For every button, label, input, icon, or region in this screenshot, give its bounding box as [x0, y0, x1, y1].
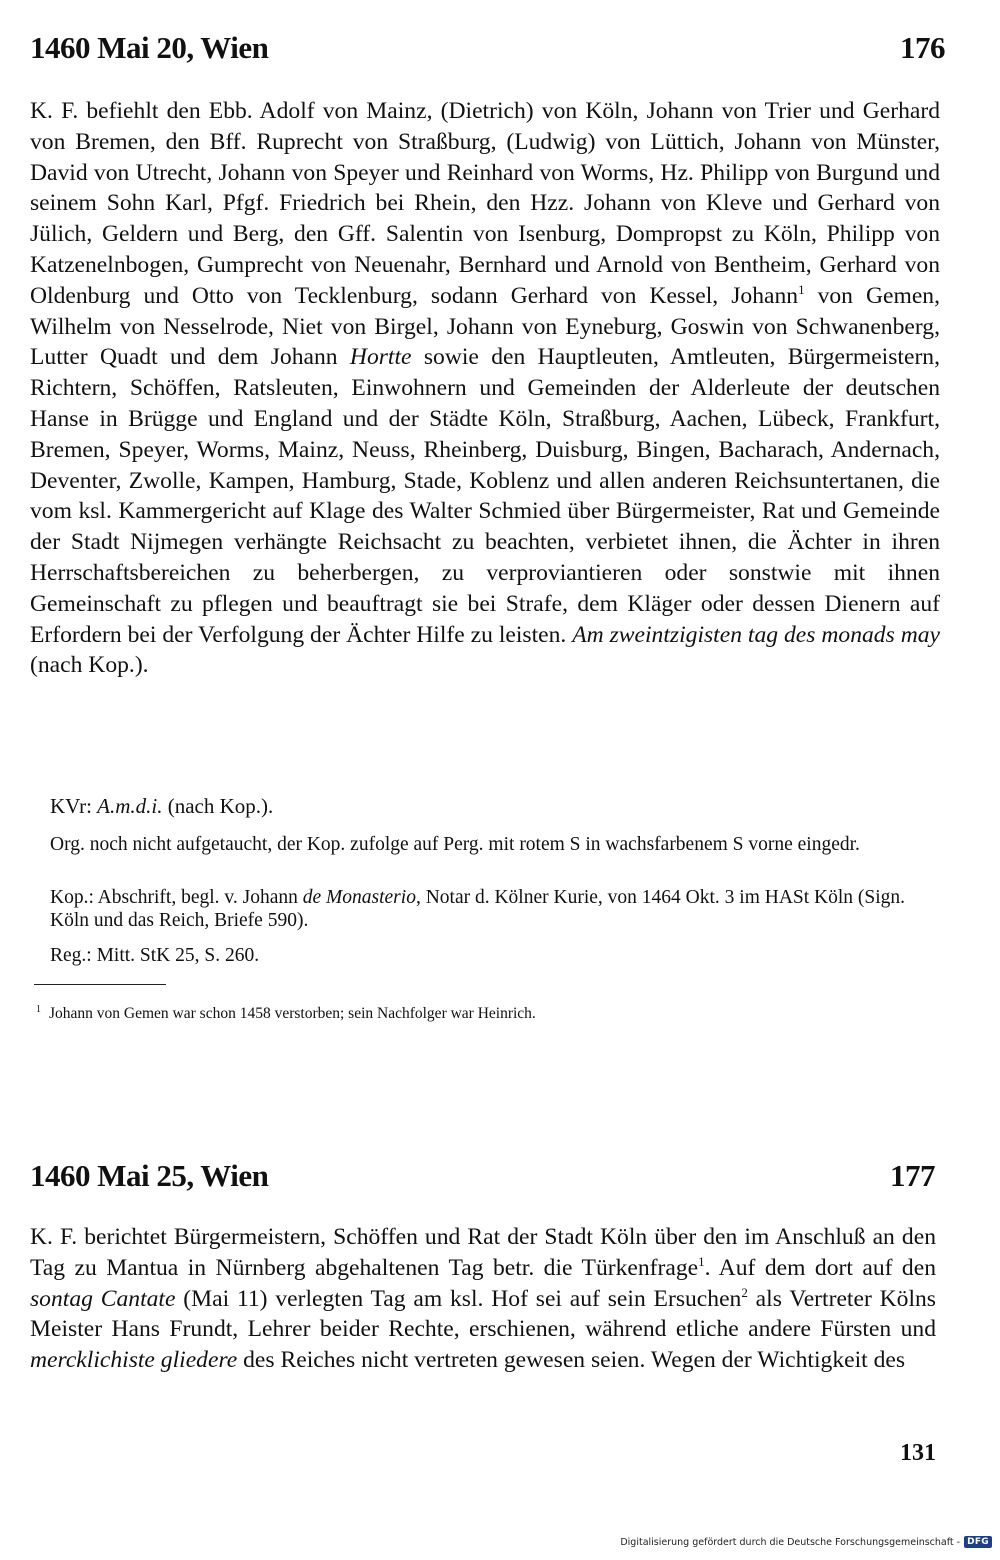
quoted-term: sontag Cantate [30, 1285, 176, 1312]
kvr-italic: A.m.d.i. [97, 794, 163, 818]
entry-heading-177 [30, 1158, 935, 1194]
kop-italic: de Monasterio [302, 887, 416, 908]
footnote-rule [34, 984, 166, 985]
quoted-term: Hortte [349, 344, 412, 371]
credit-text: Digitalisierung gefördert durch die Deutsche Forschungsgemeinschaft - [620, 1536, 961, 1548]
kvr-note [50, 795, 940, 818]
entry-date: 1460 Mai 25, Wien [30, 1158, 269, 1193]
body-text-part: (Mai 11) verlegten Tag am ksl. Hof sei auf sein Ersuchen [175, 1285, 742, 1312]
body-text-part: K. F. berichtet Bürgermeistern, Schöffen und Rat der Stadt Köln über den im Anschluß an den Tag zu Mantua in Nürnberg abgehaltenen Tag betr. die Türkenfrage [30, 1224, 936, 1281]
reg-text: Reg.: Mitt. StK 25, S. 260. [50, 945, 260, 966]
kvr-rest: (nach Kop.). [162, 794, 274, 818]
page-number: 131 [900, 1440, 936, 1466]
org-note-text: Org. noch nicht aufgetaucht, der Kop. zufolge auf Perg. mit rotem S in wachsfarbenem S vorne eingedr. [50, 834, 860, 855]
entry-body-176 [30, 96, 940, 681]
entry-date: 1460 Mai 20, Wien [30, 30, 269, 65]
quoted-date: Am zweintzigisten tag des monads may [572, 621, 941, 648]
footnote-mark: 1 [36, 1004, 41, 1015]
entry-number: 177 [890, 1158, 935, 1193]
entry-body-177 [30, 1222, 936, 1376]
kop-label: Kop.: Abschrift, begl. v. Johann [50, 887, 303, 908]
footnote [36, 1000, 936, 1024]
body-text-part: K. F. befiehlt den Ebb. Adolf von Mainz, (Dietrich) von Köln, Johann von Trier und Gerhard von Bremen, den Bff. Ruprecht von Straßburg, (Ludwig) von Lüttich, Johann von Münster, David von Utrecht, Johann von Speyer und Reinhard von Worms, Hz. Philipp von Burgund und seinem Sohn Karl, Pfgf. Friedrich bei Rhein, den Hzz. Johann von Kleve und Gerhard von Jülich, Geldern und Berg, den Gff. Salentin von Isenburg, Dompropst zu Köln, Philipp von Katzenelnbogen, Gumprecht von Neuenahr, Bernhard und Arnold von Bentheim, Gerhard von Oldenburg und Otto von Tecklenburg, sodann Gerhard von Kessel, Johann [30, 98, 940, 309]
kop-note [30, 886, 940, 932]
org-note [30, 833, 940, 856]
footnote-reference[interactable]: 1 [798, 281, 805, 297]
body-text-part: als Vertreter Kölns Meister Hans Frundt, Lehrer beider Rechte, erschienen, während etliche andere Fürsten und [30, 1285, 936, 1343]
quoted-term: mercklichiste gliedere [30, 1347, 238, 1374]
body-text-part: (nach Kop.). [30, 652, 149, 679]
kop-rest: , Notar d. Kölner Kurie, von 1464 Okt. 3 im HASt Köln (Sign. Köln und das Reich, Briefe 590). [50, 887, 906, 931]
body-text-part: von Gemen, Wilhelm von Nesselrode, Niet von Birgel, Johann von Eyneburg, Goswin von Schwanenberg, Lutter Quadt und dem Johann [30, 282, 940, 371]
kvr-label: KVr: [50, 794, 98, 818]
dfg-logo-icon: DFG [964, 1536, 992, 1548]
footnote-reference[interactable]: 1 [698, 1253, 705, 1269]
footnote-reference[interactable]: 2 [741, 1284, 748, 1300]
footnote-text: Johann von Gemen war schon 1458 verstorben; sein Nachfolger war Heinrich. [49, 1005, 536, 1023]
entry-heading-176 [30, 30, 945, 66]
reg-note [50, 944, 940, 967]
body-text-part: sowie den Hauptleuten, Amtleuten, Bürgermeistern, Richtern, Schöffen, Ratsleuten, Einwohnern und Gemeinden der Alderleute der deutschen Hanse in Brügge und England und der Städte Köln, Straßburg, Aachen, Lübeck, Frankfurt, Bremen, Speyer, Worms, Mainz, Neuss, Rheinberg, Duisburg, Bingen, Bacharach, Andernach, Deventer, Zwolle, Kampen, Hamburg, Stade, Koblenz und allen anderen Reichsuntertanen, die vom ksl. Kammergericht auf Klage des Walter Schmied über Bürgermeister, Rat und Gemeinde der Stadt Nijmegen verhängte Reichsacht zu beachten, verbietet ihnen, die Ächter in ihren Herrschaftsbereichen zu beherbergen, zu verproviantieren oder sonstwie mit ihnen Gemeinschaft zu pflegen und beauftragt sie bei Strafe, dem Kläger oder dessen Dienern auf Erfordern bei der Verfolgung der Ächter Hilfe zu leisten. [30, 344, 940, 648]
body-text-part: . Auf dem dort auf den [704, 1254, 936, 1281]
entry-number: 176 [900, 30, 945, 65]
body-text-part: des Reiches nicht vertreten gewesen seien. Wegen der Wichtigkeit des [237, 1347, 906, 1374]
digitization-credit [620, 1536, 992, 1548]
